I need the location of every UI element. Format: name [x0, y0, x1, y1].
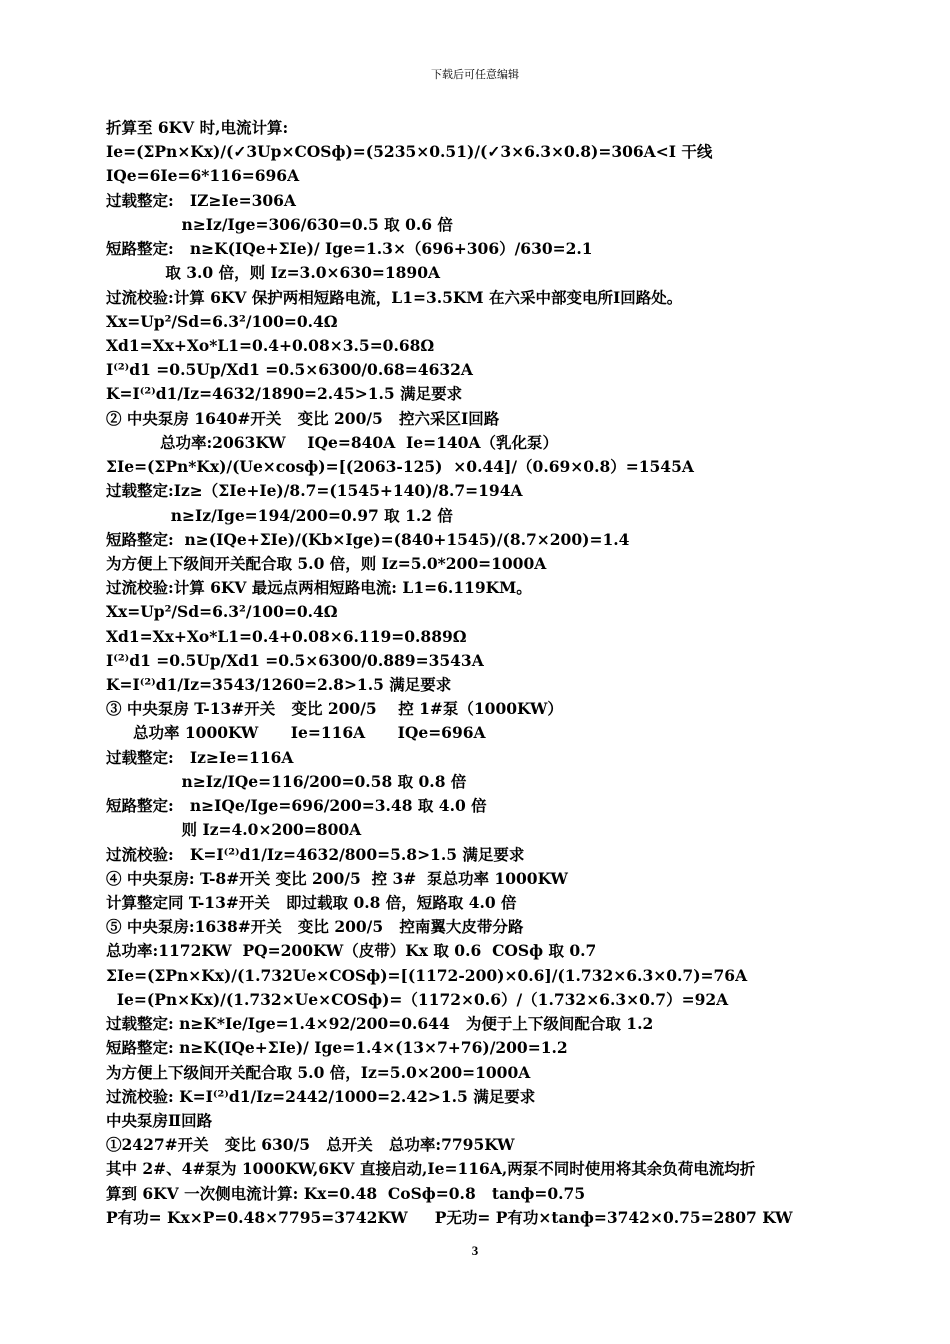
text-line: 过流校验:计算 6KV 保护两相短路电流，L1=3.5KM 在六采中部变电所Ⅰ回路处。	[106, 287, 683, 307]
text-line: IQe=6Ie=6*116=696A	[106, 166, 300, 186]
text-line: Xx=Up²/Sd=6.3²/100=0.4Ω	[106, 311, 338, 331]
text-line: I⁽²⁾d1 =0.5Up/Xd1 =0.5×6300/0.68=4632A	[106, 360, 473, 380]
page-number: 3	[471, 1243, 479, 1258]
document-body	[106, 116, 866, 1230]
text-line: n≥Iz/Ige=306/630=0.5 取 0.6 倍	[106, 214, 453, 234]
text-line: 过流校验: K=I⁽²⁾d1/Iz=4632/800=5.8>1.5 满足要求	[106, 844, 525, 864]
text-line: Xd1=Xx+Xo*L1=0.4+0.08×3.5=0.68Ω	[106, 335, 435, 355]
text-line: ④ 中央泵房: T-8#开关 变比 200/5 控 3# 泵总功率 1000KW	[106, 868, 568, 888]
text-line: 过载整定: Iz≥Ie=116A	[106, 747, 294, 767]
text-line: 总功率:1172KW PQ=200KW（皮带）Kx 取 0.6 COSф 取 0.7	[106, 941, 597, 961]
text-line: 为方便上下级间开关配合取 5.0 倍，Iz=5.0×200=1000A	[106, 1062, 531, 1082]
text-line: I⁽²⁾d1 =0.5Up/Xd1 =0.5×6300/0.889=3543A	[106, 650, 484, 670]
text-line: 过流校验:计算 6KV 最远点两相短路电流: L1=6.119KM。	[106, 578, 532, 598]
text-line: 取 3.0 倍，则 Iz=3.0×630=1890A	[106, 263, 441, 283]
text-line: Xd1=Xx+Xo*L1=0.4+0.08×6.119=0.889Ω	[106, 626, 467, 646]
text-line: P有功= Kx×P=0.48×7795=3742KW P无功= P有功×tanф=3742×0.75=2807 KW	[106, 1207, 793, 1227]
text-line: 中央泵房Ⅱ回路	[106, 1110, 213, 1130]
text-line: 计算整定同 T-13#开关 即过载取 0.8 倍，短路取 4.0 倍	[106, 893, 517, 912]
text-line: n≥Iz/IQe=116/200=0.58 取 0.8 倍	[106, 771, 467, 791]
text-line: 总功率:2063KW IQe=840A Ie=140A（乳化泵）	[106, 432, 558, 452]
text-line: 过流校验: K=I⁽²⁾d1/Iz=2442/1000=2.42>1.5 满足要求	[106, 1086, 536, 1106]
text-line: 过载整定: n≥K*Ie/Ige=1.4×92/200=0.644 为便于上下级间配合取 1.2	[106, 1014, 654, 1034]
text-line: 则 Iz=4.0×200=800A	[106, 820, 362, 840]
text-line: ② 中央泵房 1640#开关 变比 200/5 控六采区Ⅰ回路	[106, 408, 500, 428]
text-line: 过载整定:Iz≥（ΣIe+Ie)/8.7=(1545+140)/8.7=194A	[106, 481, 523, 501]
page-header: 下载后可任意编辑	[431, 68, 519, 81]
text-line: 短路整定: n≥K(IQe+ΣIe)/ Ige=1.4×(13×7+76)/200=1.2	[106, 1038, 568, 1058]
text-line: 短路整定: n≥IQe/Ige=696/200=3.48 取 4.0 倍	[106, 796, 487, 816]
text-line: 为方便上下级间开关配合取 5.0 倍，则 Iz=5.0*200=1000A	[106, 553, 547, 573]
text-line: Ie=(Pn×Kx)/(1.732×Ue×COSф)=（1172×0.6）/（1.732×6.3×0.7）=92A	[106, 989, 729, 1009]
text-line: n≥Iz/Ige=194/200=0.97 取 1.2 倍	[106, 505, 453, 525]
text-line: K=I⁽²⁾d1/Iz=3543/1260=2.8>1.5 满足要求	[106, 675, 452, 695]
text-line: Xx=Up²/Sd=6.3²/100=0.4Ω	[106, 602, 338, 622]
text-line: ΣIe=(ΣPn×Kx)/(1.732Ue×COSф)=[(1172-200)×0.6]/(1.732×6.3×0.7)=76A	[106, 965, 748, 985]
text-line: ③ 中央泵房 T-13#开关 变比 200/5 控 1#泵（1000KW）	[106, 699, 563, 719]
text-line: 短路整定: n≥(IQe+ΣIe)/(Kb×Ige)=(840+1545)/(8.7×200)=1.4	[106, 529, 630, 549]
text-line: K=I⁽²⁾d1/Iz=4632/1890=2.45>1.5 满足要求	[106, 384, 463, 404]
text-line: 折算至 6KV 时,电流计算:	[106, 118, 289, 137]
text-line: 总功率 1000KW Ie=116A IQe=696A	[106, 723, 486, 743]
text-line: 算到 6KV 一次侧电流计算: Kx=0.48 CoSф=0.8 tanф=0.75	[106, 1183, 586, 1203]
text-line: 短路整定: n≥K(IQe+ΣIe)/ Ige=1.3×（696+306）/630=2.1	[106, 239, 593, 259]
text-line: ①2427#开关 变比 630/5 总开关 总功率:7795KW	[106, 1135, 515, 1155]
text-line: 过载整定: IZ≥Ie=306A	[106, 190, 296, 210]
text-line: 其中 2#、4#泵为 1000KW,6KV 直接启动,Ie=116A,两泵不同时使用将其余负荷电流均折	[106, 1159, 756, 1179]
text-line: ⑤ 中央泵房:1638#开关 变比 200/5 控南翼大皮带分路	[106, 917, 524, 937]
text-line: ΣIe=(ΣPn*Kx)/(Ue×cosф)=[(2063-125) ×0.44]/（0.69×0.8）=1545A	[106, 457, 694, 477]
text-line: Ie=(ΣPn×Kx)/(✓3Up×COSф)=(5235×0.51)/(✓3×6.3×0.8)=306A<I 干线	[106, 142, 713, 162]
